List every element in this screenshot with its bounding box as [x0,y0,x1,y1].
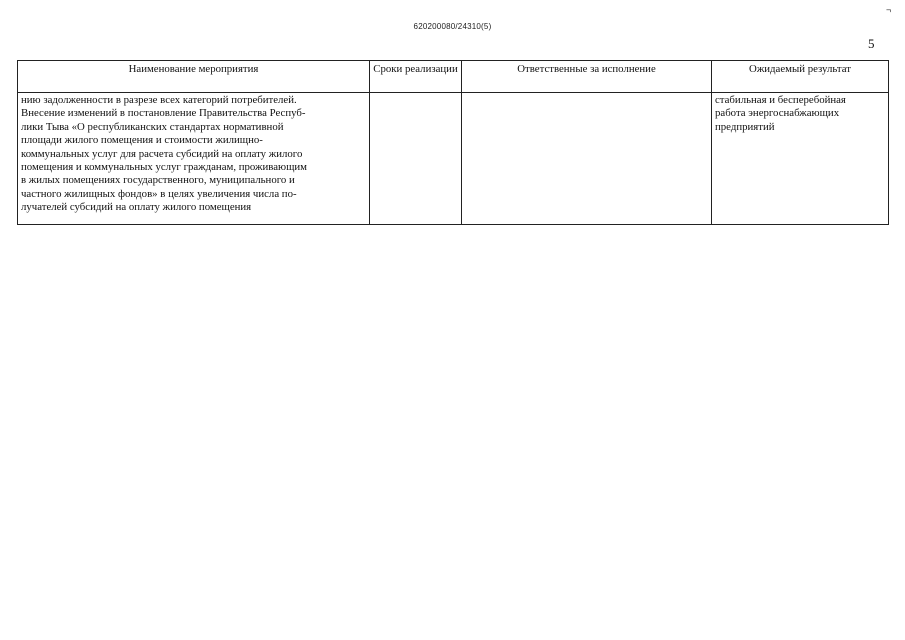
document-id: 620200080/24310(5) [413,22,492,31]
header-expected-result: Ожидаемый результат [712,61,889,93]
header-measure-name: Наименование мероприятия [18,61,370,93]
measure-text-line: лучателей субсидий на оплату жилого помещения [21,201,252,214]
result-text-line: предприятий [715,120,775,133]
cell-responsible [462,93,712,225]
corner-mark: ¬ [886,5,892,15]
measure-text-line: частного жилищных фондов» в целях увеличения числа по- [21,187,297,200]
header-deadline: Сроки реализации [370,61,462,93]
measure-text-line: площади жилого помещения и стоимости жилищно- [21,134,263,147]
measure-text-line: лики Тыва «О республиканских стандартах нормативной [21,120,284,133]
header-responsible: Ответственные за исполнение [462,61,712,93]
page-number: 5 [868,36,875,51]
result-text-line: стабильная и бесперебойная [715,94,846,106]
measure-text-line: нию задолженности в разрезе всех категорий потребителей. [21,94,297,106]
measures-table [17,60,889,225]
cell-deadline [370,93,462,225]
result-text-line: работа энергоснабжающих [715,107,840,120]
cell-expected-result [712,93,889,225]
measure-text-line: в жилых помещениях государственного, муниципального и [21,174,295,187]
measure-text-line: Внесение изменений в постановление Правительства Респуб- [21,107,306,120]
measure-text-line: коммунальных услуг для расчета субсидий на оплату жилого [21,147,303,160]
cell-measure-name [18,93,370,225]
table-row [18,93,889,225]
table-header-row [18,61,889,93]
measure-text-line: помещения и коммунальных услуг гражданам, проживающим [21,161,308,174]
